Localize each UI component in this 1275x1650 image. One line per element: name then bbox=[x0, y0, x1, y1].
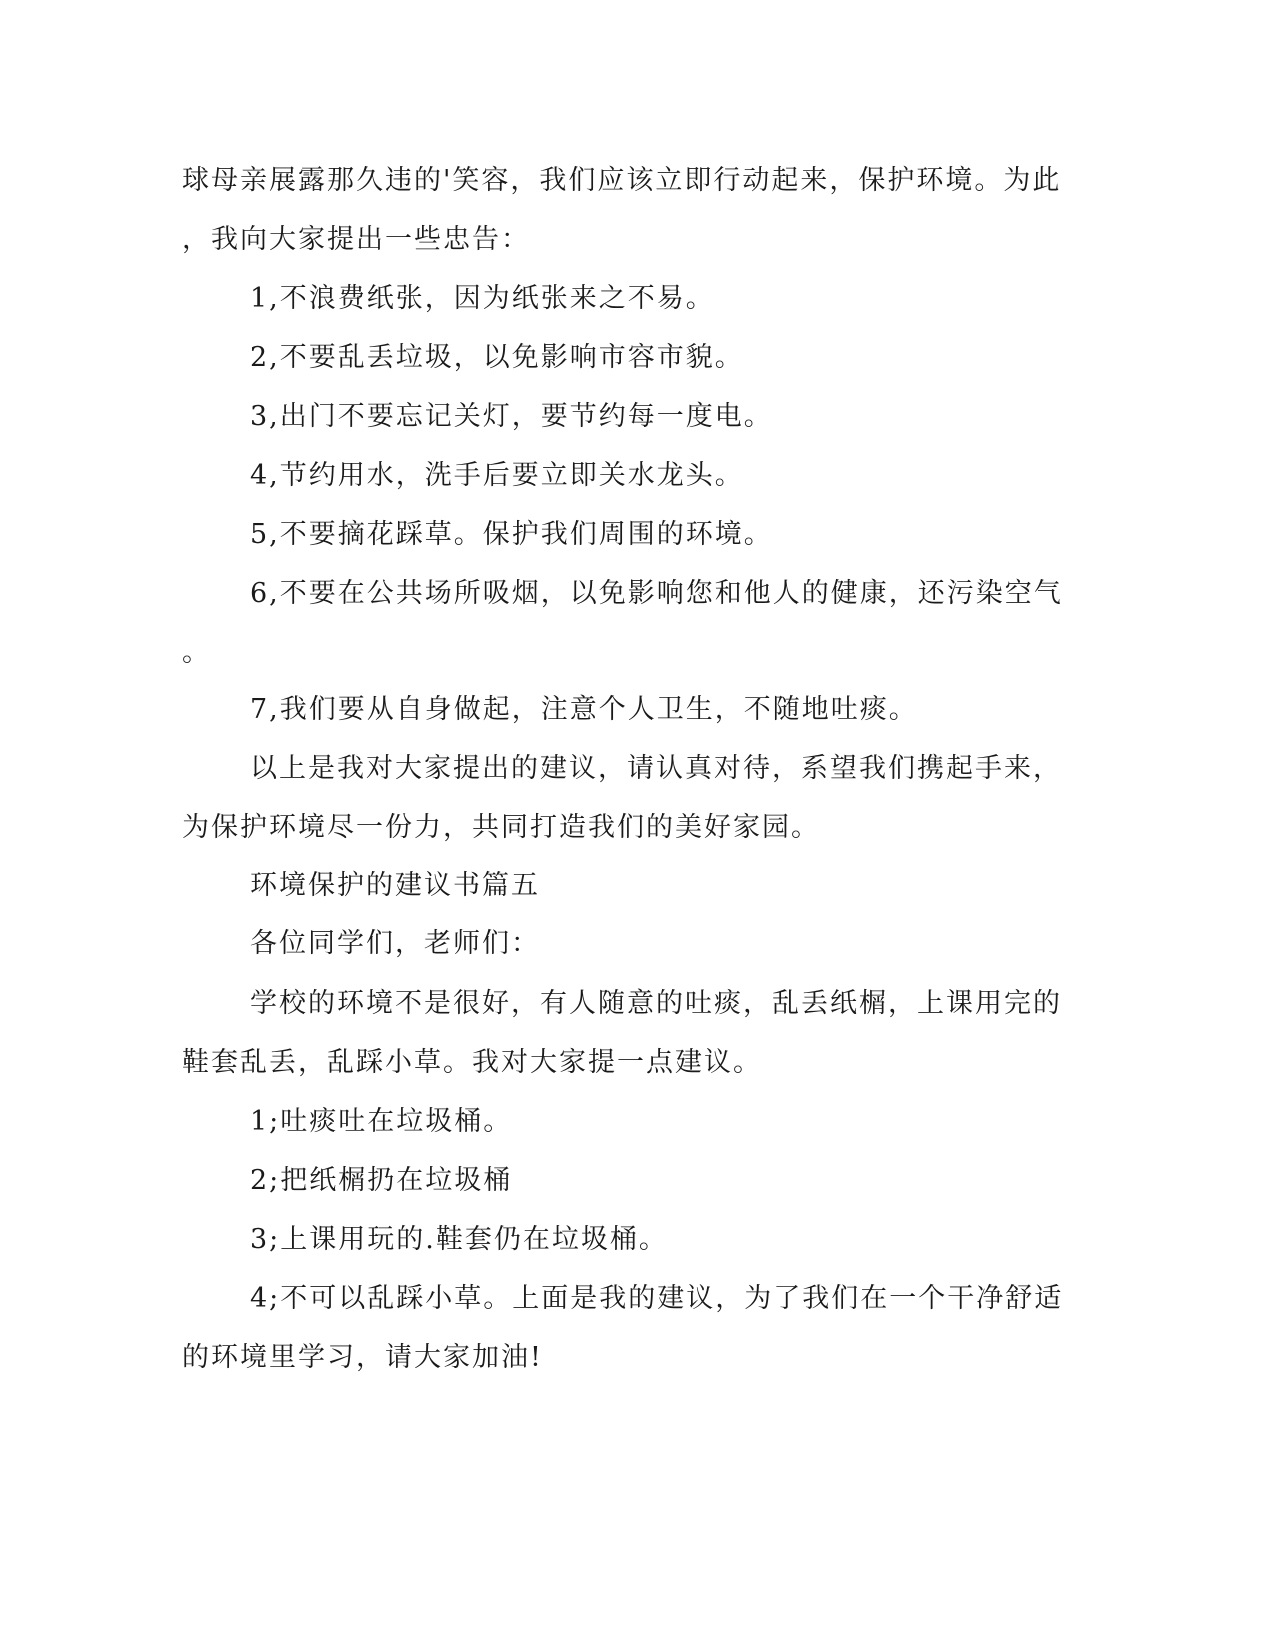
list-item: 7,我们要从自身做起，注意个人卫生，不随地吐痰。 bbox=[250, 694, 918, 725]
paragraph-line: 的环境里学习，请大家加油! bbox=[182, 1342, 543, 1373]
list-item: 1,不浪费纸张，因为纸张来之不易。 bbox=[250, 283, 715, 314]
list-item: 4;不可以乱踩小草。上面是我的建议，为了我们在一个干净舒适 bbox=[250, 1283, 1064, 1314]
list-item: 6,不要在公共场所吸烟，以免影响您和他人的健康，还污染空气 bbox=[250, 578, 1063, 609]
list-item: 1;吐痰吐在垃圾桶。 bbox=[250, 1106, 513, 1137]
list-item: 3;上课用玩的.鞋套仍在垃圾桶。 bbox=[250, 1224, 668, 1255]
salutation: 各位同学们，老师们： bbox=[250, 928, 540, 959]
section-title: 环境保护的建议书篇五 bbox=[250, 870, 540, 901]
paragraph-line: ，我向大家提出一些忠告： bbox=[182, 224, 530, 255]
paragraph-line: 以上是我对大家提出的建议，请认真对待，系望我们携起手来， bbox=[250, 753, 1062, 784]
paragraph-line: 鞋套乱丢，乱踩小草。我对大家提一点建议。 bbox=[182, 1047, 762, 1078]
list-item: 2;把纸榍扔在垃圾桶 bbox=[250, 1165, 513, 1196]
list-item: 4,节约用水，洗手后要立即关水龙头。 bbox=[250, 460, 744, 491]
paragraph-line: 为保护环境尽一份力，共同打造我们的美好家园。 bbox=[182, 812, 820, 843]
list-item-continuation: 。 bbox=[182, 637, 211, 668]
paragraph-line: 球母亲展露那久违的'笑容，我们应该立即行动起来，保护环境。为此 bbox=[182, 165, 1062, 196]
list-item: 2,不要乱丢垃圾，以免影响市容市貌。 bbox=[250, 342, 744, 373]
list-item: 3,出门不要忘记关灯，要节约每一度电。 bbox=[250, 401, 773, 432]
paragraph-line: 学校的环境不是很好，有人随意的吐痰，乱丢纸榍，上课用完的 bbox=[250, 988, 1062, 1019]
list-item: 5,不要摘花踩草。保护我们周围的环境。 bbox=[250, 519, 773, 550]
